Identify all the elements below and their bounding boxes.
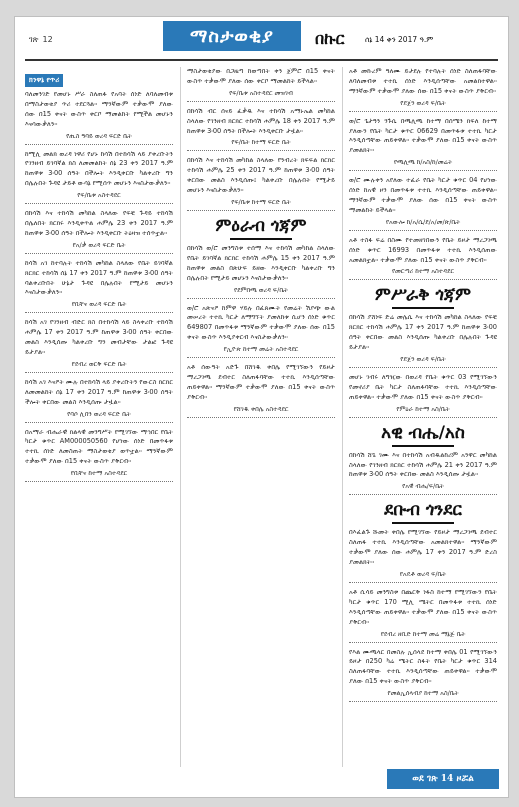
notice-body: ወ/ሮ አጽናዖ ከምዋ ሃይሉ በፈጸሙት የመሬት ሽያጭ ውል መሠረት ተተኪ ካርታ ለማግኘት ያመለከቱ ሲሆን ሰነድ ቁጥር 649807 በመጥፋቱ ማንኛውም ተቃውሞ ያለው ሰው በ15 ቀናት ውስጥ እንዲያቀርብ እናስታውቃለን፡፡	[187, 303, 335, 342]
notice-signature: የደጀን ወረዳ ፍ/ቤት	[400, 98, 446, 107]
column-2-items	[187, 67, 335, 418]
notice-signature: የጫሊጫ ከ/አስ/ከ/መሬት	[393, 158, 453, 167]
region-heading-text: ደቡብ ጎንደር	[384, 500, 462, 521]
notice-separator	[187, 150, 335, 151]
notice-signature: የመርጣሪ ከተማ አስተዳደር	[391, 267, 455, 276]
notice-body: ማስታወቂያው በጋዜጣ ከወጣበት ቀን ጀምሮ በ15 ቀናት ውስጥ ተቃውሞ ያለው ሰው ቀርቦ ማመልከት ይችላል፡፡	[187, 67, 335, 85]
notice-body: በከሳሽ ብር ሰናይ ፈቃዱ እና ተከሳሽ አማኑኤል መካከል ስላለው የገንዘብ ክርክር ተከሳሽ ሐምሌ 18 ቀን 2017 ዓ.ም ከጠዋቱ 3፡00 ሰዓት በችሎት እንዲቀርቡ ታዟል፡፡	[187, 106, 335, 135]
notice-separator	[349, 367, 497, 368]
heading-underline	[230, 238, 292, 240]
notice-body: አቶ ሲሳይ መንግስቱ በጨርቅ ነፋስ ከተማ የሚገኘውን የቤት ካርታ ቁጥር 170 ሚሊ ሜትር በመጥፋቱ ተተኪ ሰነድ እንዲሰጣቸው ጠይቀዋል፡፡ ተቃውሞ ያለው በ15 ቀናት ውስጥ ያቅርብ፡፡	[349, 587, 497, 626]
continued-notice: ወደ ገጽ 14 ዞሯል	[387, 769, 499, 789]
notice-separator	[25, 312, 173, 313]
notice-body: በእፈልጉ ሹመት ቀበሌ የሚገኘው የይዞታ ማረጋገጫ ደብተር ስለጠፋ ተተኪ እንዲሰጣቸው አመልክተዋል፡፡ ማንኛውም ተቃውሞ ያለው ሰው ሐምሌ 17 ቀን 2017 ዓ.ም ድረስ ያመልክት፡፡	[349, 528, 497, 567]
notice-signature: የአውሎ ከ/አ/ሴ/ደ/አ/መ/ጽ/ቤት	[385, 217, 461, 226]
notice-body: በከሳሽ ያሸነፍ ድሬ መሌሴ እና ተከሳሽ መካከል ስላለው የፍቺ ክርክር ተከሳሽ ሐምሌ 17 ቀን 2017 ዓ.ም ከጠዋቱ 3፡00 ሰዓት ቀርበው መልስ እንዲሰጡ ካልቀረቡ በሌሉበት ጉዳዩ ይታያል፡፡	[349, 313, 497, 352]
column-2	[187, 67, 335, 423]
notice-separator	[349, 279, 497, 280]
issue-line: ሰኔ 14 ቀን 2017 ዓ.ም	[365, 35, 434, 44]
notice-separator	[349, 170, 497, 171]
column-3-items	[349, 67, 497, 702]
heading-underline	[392, 522, 454, 524]
notice-signature: የሸገዱ ቀበሌ አስተዳደር	[233, 404, 289, 413]
notice-separator	[187, 417, 335, 418]
notice-signature: የፍ/ቤቱ አስተዳደር መዝገብ	[229, 88, 293, 97]
notice-body: ከሳሽ አገ የገንዘብ ብድር ክስ በተከሳሽ ላይ ስላቀረቡ ተከሳሽ ሐምሌ 17 ቀን 2017 ዓ.ም ከጠዋቱ 3፡00 ሰዓት ቀርበው መልስ እንዲሰጡ ካልቀረቡ ግን መብታቸው ታልፎ ጉዳዩ ይታያል፡፡	[25, 318, 173, 357]
notice-signature: የአ/ቃ ወረዳ ፍርድ ቤት	[72, 240, 126, 249]
notice-separator	[349, 417, 497, 418]
notice-body: አቶ ሰውዓት አድጉ በሸገዱ ቀበሌ የሚገኘውን የይዞታ ማረጋገጫ ደብተር ስለጠፋባቸው ተተኪ እንዲሰጣቸው ጠይቀዋል፡፡ ማንኛውም ተቃውሞ ያለው በ15 ቀናት ውስጥ ያቅርብ፡፡	[187, 363, 335, 401]
notice-body: ባለመንገድ የመሆኑ ሥራ ስለጠፋ የአባት ሰነድ ለባለመብቱ በማስታወቂያ ጥሪ ተደርጓል፡፡ ማንኛውም ተቃውሞ ያለው ሰው በ15 ቀናት ውስጥ ቀርቦ ማመልከት የሚችል መሆኑን እናሳውቃለን፡፡	[25, 90, 173, 128]
notice-body: በከሳሽ ወ/ሮ መንግስቱ ተሰማ እና ተከሳሽ መካከል ስላለው የቤት ይገባኛል ክርክር ተከሳሽ ሐምሌ 15 ቀን 2017 ዓ.ም ከጠዋቱ መልስ በጽሁፍ ይዘው እንዲቀርቡ ካልቀረቡ ግን በሌሉበት የሚታይ መሆኑን እናስታውቃለን፡፡	[187, 244, 335, 282]
notice-signature: የምዕራ ከተማ አስ/ቤት	[396, 404, 450, 413]
notice-separator	[25, 481, 173, 482]
notice-signature: የደብረ ዘቢድ ከተማ መሬ ማኔጅ ቤት	[380, 629, 466, 638]
page-header	[15, 17, 508, 61]
notice-separator	[349, 642, 497, 643]
column-1	[25, 67, 173, 487]
region-heading-text: ምዕራብ ጎጃም	[215, 216, 307, 237]
region-heading-text: አዊ ብሔ/አስ	[381, 422, 465, 443]
notice-separator	[349, 230, 497, 231]
notice-signature: የባሶ ሊበን ወረዳ ፍርድ ቤት	[67, 409, 131, 418]
masthead: በኩር	[315, 29, 345, 48]
notice-body: በከሳሽ እና ተከሳሽ መካከል ስላለው የፍቺ ጉዳይ ተከሳሽ በሌለበት ክርክሩ እንዲቀጥል ሐምሌ 23 ቀን 2017 ዓ.ም ከጠዋቱ 3፡00 ሰዓት በችሎት እንዲቀርቡ ትዕዛዝ ተሰጥቷል፡፡	[25, 209, 173, 237]
notice-signature: የቢቸና ከተማ አስተዳደር	[70, 469, 128, 478]
notice-separator	[25, 422, 173, 423]
column-1-items	[25, 90, 173, 482]
notice-body: ከሳሽ አገ ከተባሉት ተከሳሽ መካከል ስላለው የቤት ይገባኛል ክርክር ተከሳሽ ሰኔ 17 ቀን 2017 ዓ.ም ከጠዋቱ 3፡00 ሰዓት ባልቀረቡበት ሁኔታ ጉዳዩ በሌሉበት የሚታይ መሆኑን እናስታውቃለን፡፡	[25, 258, 173, 297]
notice-separator	[187, 210, 335, 211]
section-banner: ማስታወቂያ	[163, 21, 301, 51]
region-heading	[349, 423, 497, 447]
header-rule	[25, 59, 498, 61]
newspaper-page	[14, 16, 509, 798]
notice-signature: የፍ/ቤት ከተማ ፍርድ ቤት	[231, 138, 291, 147]
notice-separator	[349, 111, 497, 112]
notice-separator	[25, 144, 173, 145]
notice-body: በከሳሽ ሸጌ ገሙ እና በተከሳሽ አብዱልከሪም አንዋር መካከል ስላለው የገንዘብ ክርክር ተከሳሽ ሐምሌ 21 ቀን 2017 ዓ.ም ከጠዋቱ 3፡00 ሰዓት ቀርበው መልስ እንዲሰጡ ታዟል፡፡	[349, 450, 497, 479]
notice-signature: የአዊ ብሔ/ፍ/ቤት	[402, 482, 444, 491]
notice-signature: የደምበጫ ወረዳ ፍ/ቤት	[233, 285, 289, 294]
notice-body: ከሳሽ አገ እናዖት ሙሉ በተከሳሽ ላይ ያቀረቡትን የውርስ ክርክር ለመመልከት ሰኔ 17 ቀን 2017 ዓ.ም ከጠዋቱ 3፡00 ሰዓት ችሎት ቀርበው መልስ እንዲሰጡ ታዟል፡፡	[25, 377, 173, 406]
notice-body: የእል ሙጫላር በመስሉ ኢሰላደ ከተማ ቀበሌ 01 የሚገኘውን ይዞታ በ250 ካሬ ሜትር ስፋት የቤት ካርታ ቁጥር 314 ስለጠፋባቸው ተተኪ እንዲሰጣቸው ጠይቀዋል፡፡ ተቃውሞ ያለው በ15 ቀናት ውስጥ ያቅርብ፡፡	[349, 647, 497, 686]
notice-separator	[25, 372, 173, 373]
region-heading	[349, 500, 497, 524]
notice-separator	[349, 701, 497, 702]
notice-separator	[25, 203, 173, 204]
notice-body: ወ/ሮ ሙሉቀን አየለው ተፈራ የቤት ካርታ ቁጥር 04 የሆነው ሰነድ ከአዊ ዞን በመጥፋቱ ተተኪ እንዲሰጣቸው ጠይቀዋል፡፡ ማንኛውም ተቃውሞ ያለው ሰው በ15 ቀናት ውስጥ ማመልከት ይችላል፡፡	[349, 176, 497, 214]
column-3	[349, 67, 497, 707]
notice-body: ወ/ሮ ጌታዓን ንጉሴ በጫሊጫ ከተማ በሰሜን ክፍለ ከተማ ያለውን የቤት ካርታ ቁጥር 06629 በመጥፋቱ ተተኪ ካርታ እንዲሰጣቸው ጠይቀዋል፡፡ ተቃውሞ ያለው በ15 ቀናት ውስጥ ያመልክት፡፡	[349, 116, 497, 155]
notice-body: በከሳሽ እና ተከሳሽ መካከል ስላለው የንብረት ክፍፍል ክርክር ተከሳሽ ሐምሌ 25 ቀን 2017 ዓ.ም ከጠዋቱ 3፡00 ሰዓት ቀርበው መልስ እንዲሰጡ፤ ካልቀረቡ በሌሉበት የሚታይ መሆኑን እናስታውቃለን፡፡	[187, 156, 335, 195]
notice-body: በአማራ ብሔራዊ ክልላዊ መንግሥት የሚገኘው ማኅበር የቤት ካርታ ቁጥር AM000050560 የሆነው ሰነድ በመጥፋቱ ተተኪ ሰነድ ለመስጠት ማስታወቂያ ወጥቷል፡፡ ማንኛውም ተቃውሞ ያለው በ15 ቀናት ውስጥ ያቅርብ፡፡	[25, 427, 173, 466]
category-label: ክንዋኔ የጥሪ	[25, 74, 63, 87]
notice-separator	[187, 298, 335, 299]
notice-signature: የደብረ ወርቅ ፍርድ ቤት	[71, 359, 127, 368]
page-label: ገጽ	[29, 35, 39, 44]
heading-underline	[392, 307, 454, 309]
notice-separator	[25, 253, 173, 254]
notice-body: መሆኑ ገብሩ ለግዢው በወረዳ የቤት ቁጥር 03 የሚገኘውን የመኖሪያ ቤት ካርታ ስለጠፋባቸው ተተኪ እንዲሰጣቸው ጠይቀዋል፡፡ ተቃውሞ ያለው በ15 ቀናት ውስጥ ያቅርብ፡፡	[349, 373, 497, 401]
region-heading	[349, 285, 497, 309]
notice-signature: የኢዮጵ ከተማ መሬት አስተዳደር	[223, 345, 299, 354]
column-divider	[180, 67, 181, 767]
notice-body: አቶ ተስፋ ፍሬ በስሙ የተመዘገበውን የቤት ይዞታ ማረጋገጫ ሰነድ ቁጥር 16993 በመጥፋቱ ተተኪ እንዲሰጠው አመልክቷል፡፡ ተቃውሞ ያለው በ15 ቀናት ውስጥ ያቅርብ፡፡	[349, 235, 497, 264]
notice-body: ከሚሊ መልክ ወረዳ ነዋሪ የሆኑ ከሳሽ በተከሳሽ ላይ ያቀረቡትን የገንዘብ ይገባኛል ክስ ለመመልከት ሰኔ 23 ቀን 2017 ዓ.ም ከጠዋቱ 3፡00 ሰዓት በችሎት እንዲቀርቡ ካልቀረቡ ግን በሌሉበት ጉዳዩ ታይቶ ውሳኔ የሚሰጥ መሆኑን እናስታውቃለን፡፡	[25, 149, 173, 188]
notice-signature: የጢስ ዓባይ ወረዳ ፍርድ ቤት	[66, 131, 132, 140]
page-number-value: 12	[42, 35, 53, 44]
notice-body: አቶ መኩረም ዓለሙ ይታደሉ የተባሉት ሰነድ ስለጠፋባቸው ለባለመብቱ ተተኪ ሰነድ እንዲሰጣቸው አመልክተዋል፡፡ ማንኛውም ተቃውሞ ያለው ሰው በ15 ቀናት ውስጥ ያቅርብ፡፡	[349, 67, 497, 95]
column-divider	[342, 67, 343, 767]
notice-signature: የመልኢሰላብያ ከተማ አስ/ቤት	[387, 689, 459, 698]
notice-signature: የፍ/ቤቱ አስተዳደር	[77, 191, 121, 200]
region-heading-text: ምሥራቅ ጎጃም	[374, 285, 472, 306]
notice-separator	[349, 494, 497, 495]
notice-signature: የደጀን ወረዳ ፍ/ቤት	[400, 355, 446, 364]
notice-separator	[187, 357, 335, 358]
notice-separator	[187, 101, 335, 102]
notice-separator	[349, 582, 497, 583]
region-heading	[187, 216, 335, 240]
page-number	[29, 35, 57, 45]
heading-underline	[392, 445, 454, 447]
notice-signature: የቢቸና ወረዳ ፍርድ ቤት	[71, 300, 127, 309]
notice-signature: የፍ/ቤቱ ከተማ ፍርድ ቤት	[231, 198, 291, 207]
notice-signature: የአዴቶ ወረዳ ፍ/ቤት	[399, 569, 447, 578]
